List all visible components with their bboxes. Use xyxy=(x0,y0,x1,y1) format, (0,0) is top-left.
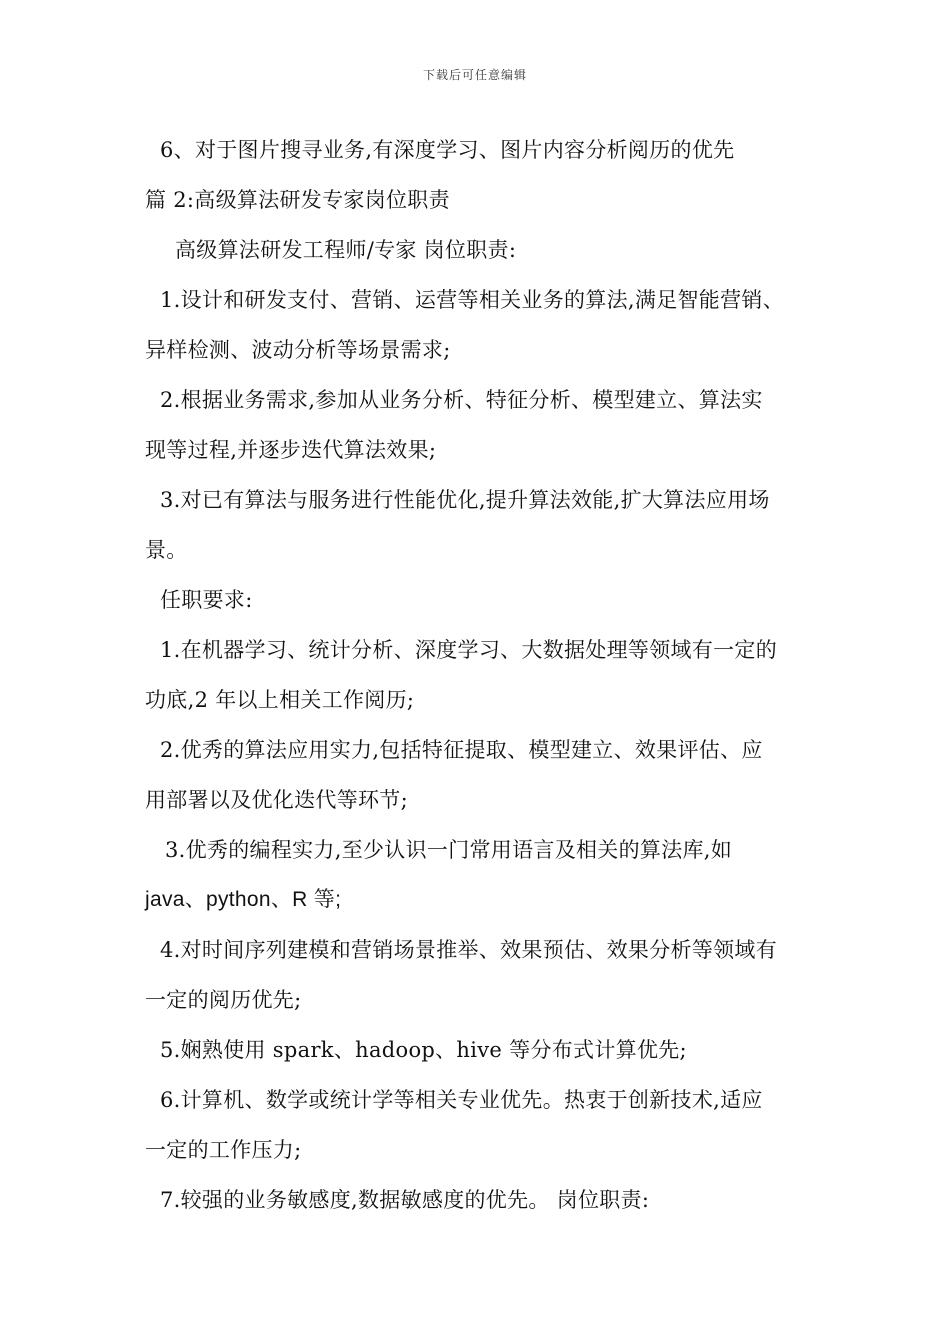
text-line: 3.优秀的编程实力,至少认识一门常用语言及相关的算法库,如 xyxy=(165,838,733,862)
text-line: 4.对时间序列建模和营销场景推举、效果预估、效果分析等领域有 xyxy=(160,938,778,962)
text-line: java、python、R 等; xyxy=(145,888,342,911)
text-line: 2.优秀的算法应用实力,包括特征提取、模型建立、效果评估、应 xyxy=(160,738,763,762)
text-line: 6、对于图片搜寻业务,有深度学习、图片内容分析阅历的优先 xyxy=(160,138,735,162)
text-line: 异样检测、波动分析等场景需求; xyxy=(145,338,451,362)
subheading: 高级算法研发工程师/专家 岗位职责: xyxy=(175,238,517,262)
page-header: 下载后可任意编辑 xyxy=(422,68,527,82)
text-line: 景。 xyxy=(145,538,188,562)
text-line: 用部署以及优化迭代等环节; xyxy=(145,788,408,812)
section-heading: 篇 2:高级算法研发专家岗位职责 xyxy=(145,188,450,212)
text-line: 5.娴熟使用 spark、hadoop、hive 等分布式计算优先; xyxy=(160,1038,687,1062)
text-line: 7.较强的业务敏感度,数据敏感度的优先。 岗位职责: xyxy=(160,1188,650,1212)
text-line: 6.计算机、数学或统计学等相关专业优先。热衷于创新技术,适应 xyxy=(160,1088,763,1112)
text-line: 现等过程,并逐步迭代算法效果; xyxy=(145,438,437,462)
text-line: 2.根据业务需求,参加从业务分析、特征分析、模型建立、算法实 xyxy=(160,388,763,412)
subheading: 任职要求: xyxy=(160,588,253,612)
text-line: 3.对已有算法与服务进行性能优化,提升算法效能,扩大算法应用场 xyxy=(160,488,770,512)
text-line: 1.设计和研发支付、营销、运营等相关业务的算法,满足智能营销、 xyxy=(160,288,785,312)
text-line: 功底,2 年以上相关工作阅历; xyxy=(145,688,415,712)
text-line: 1.在机器学习、统计分析、深度学习、大数据处理等领域有一定的 xyxy=(160,638,778,662)
text-line: 一定的工作压力; xyxy=(145,1138,302,1162)
text-line: 一定的阅历优先; xyxy=(145,988,302,1012)
